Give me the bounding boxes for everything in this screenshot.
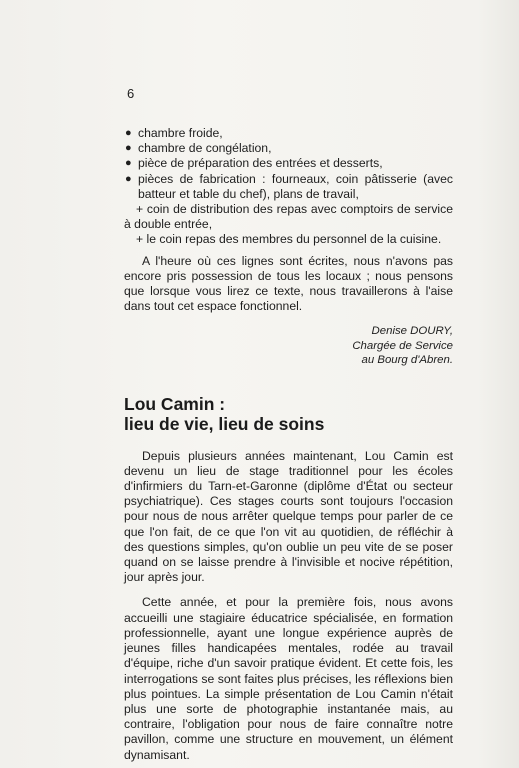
section-heading-line2: lieu de vie, lieu de soins [124, 413, 325, 434]
bullet-icon: ● [125, 142, 132, 155]
plus-item: + le coin repas des membres du personnel de la cuisine. [136, 232, 442, 247]
list-item: ● pièces de fabrication : fourneaux, coin pâtisserie (avec batteur et table du chef), plans de travail, [125, 171, 453, 201]
list-item: ● chambre froide, [125, 126, 223, 140]
signature-role: Chargée de Service [352, 339, 453, 352]
section-paragraph: Depuis plusieurs années maintenant, Lou Camin est devenu un lieu de stage traditionnel pour les écoles d'infirmiers du Tarn-et-Garonne (diplôme d'État ou secteur psychiatrique). Ces stages courts sont toujours l'occasion pour nous de nous arrêter quelque temps pour parler de ce que l'on fait, de ce que l'on vit au quotidien, de réfléchir à des questions simples, qu'on oublie un peu vite de se poser quand on se laisse prendre à l'invisible et nocive répétition, jour après jour. [124, 448, 453, 585]
list-item: ● pièce de préparation des entrées et desserts, [125, 156, 383, 171]
section-heading [124, 394, 453, 434]
bullet-icon: ● [125, 127, 132, 139]
signature-name: Denise DOURY, [371, 325, 453, 338]
closing-paragraph: A l'heure où ces lignes sont écrites, nous n'avons pas encore pris possession de tous les locaux ; nous pensons que lorsque vous lirez ce texte, nous travaillerons à l'aise dans tout cet espace fonctionnel. [124, 253, 453, 314]
signature-place: au Bourg d'Abren. [361, 354, 453, 367]
signature-block [124, 324, 453, 367]
section-body [124, 449, 453, 763]
list-item: ● chambre de congélation, [125, 141, 272, 156]
plus-item: + coin de distribution des repas avec comptoirs de service à double entrée, [124, 202, 453, 232]
section-heading-line1: Lou Camin : [124, 393, 226, 414]
equipment-list [124, 126, 453, 202]
page-content [124, 126, 453, 763]
bullet-icon: ● [125, 157, 132, 170]
section-paragraph: Cette année, et pour la première fois, nous avons accueilli une stagiaire éducatrice spécialisée, en formation professionnelle, ayant une longue expérience auprès de jeunes filles handicapées mentales, rodée au travail d'équipe, riche d'un savoir pratique évident. Et cette fois, les interrogations se sont faites plus précises, les réflexions bien plus pointues. La simple présentation de Lou Camin n'était plus une sorte de photographie instantanée mais, au contraire, l'obligation pour nous de faire connaître notre pavillon, comme une structure en mouvement, un élément dynamisant. [124, 595, 453, 762]
bullet-icon: ● [125, 172, 132, 185]
page-number: 6 [127, 86, 135, 101]
